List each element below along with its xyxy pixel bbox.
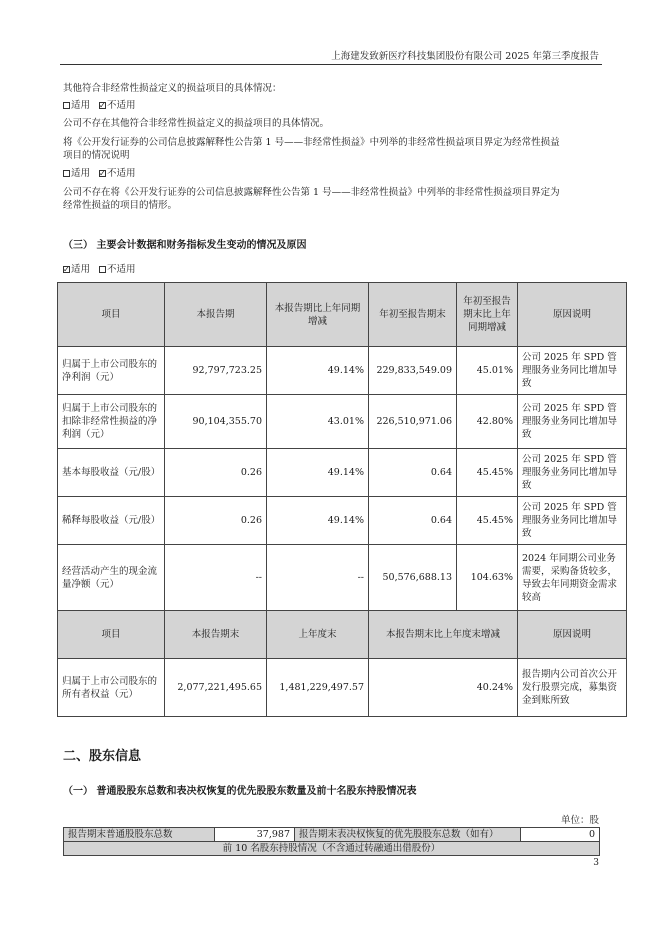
key-financial-changes-table [57,282,627,717]
cell-reason: 公司 2025 年 SPD 管理服务业务同比增加导致 [518,497,627,545]
col-header: 年初至报告期末 [369,283,457,347]
row-item: 稀释每股收益（元/股） [58,497,165,545]
cell-ytd: 50,576,688.13 [369,545,457,611]
cell-ytd-change: 104.63% [457,545,518,611]
col-header: 原因说明 [518,283,627,347]
cell-current-period: 0.26 [165,449,267,497]
cell-reason: 公司 2025 年 SPD 管理服务业务同比增加导致 [518,395,627,449]
cell-reason: 公司 2025 年 SPD 管理服务业务同比增加导致 [518,347,627,395]
col-header: 上年度末 [267,611,369,659]
checkbox-checked-icon [63,266,70,273]
report-header-title: 上海建发致新医疗科技集团股份有限公司 2025 年第三季度报告 [331,51,599,62]
paragraph-no-other-items: 公司不存在其他符合非经常性损益定义的损益项目的具体情况。 [63,118,330,129]
unit-label: 单位：股 [560,815,599,826]
col-header: 项目 [58,611,165,659]
cell-reason: 公司 2025 年 SPD 管理服务业务同比增加导致 [518,449,627,497]
table-header-row [58,283,627,347]
cell-ytd-change: 45.45% [457,497,518,545]
col-header: 本报告期 [165,283,267,347]
section-3-heading: （三） 主要会计数据和财务指标发生变动的情况及原因 [63,240,307,251]
shareholder-summary-table [63,827,600,856]
applicability-choice-3: ✓适用 不适用 [63,263,136,276]
cell-current-period: 90,104,355.70 [165,395,267,449]
applicability-choice-2: 适用 ✓ 不适用 [63,167,136,180]
col-header: 年初至报告期末比上年同期增减 [457,283,518,347]
table-row [58,347,627,395]
paragraph-reclassification-b: 项目的情况说明 [63,150,130,161]
cell-ytd: 229,833,549.09 [369,347,457,395]
cell-change: 40.24% [369,659,518,717]
page-number: 3 [593,858,599,868]
table-subheader-row [58,611,627,659]
checkbox-checked-icon [99,102,106,109]
cell-current-change: 49.14% [267,449,369,497]
cell-ytd-change: 45.45% [457,449,518,497]
checkbox-unchecked-icon [63,102,70,109]
row-item: 经营活动产生的现金流量净额（元） [58,545,165,611]
top10-caption: 前 10 名股东持股情况（不含通过转融通出借股份） [64,842,600,856]
checkbox-unchecked-icon [63,170,70,177]
cell-current-period: -- [165,545,267,611]
table-row [64,842,600,856]
paragraph-no-reclassification-a: 公司不存在将《公开发行证券的公司信息披露解释性公告第 1 号——非经常性损益》中列举的非经常性损益项目界定为 [63,187,560,198]
label-common-shareholders: 报告期末普通股股东总数 [64,828,215,842]
cell-ytd-change: 45.01% [457,347,518,395]
checkbox-checked-icon [99,170,106,177]
cell-ytd: 226,510,971.06 [369,395,457,449]
checkbox-unchecked-icon [99,266,106,273]
cell-ytd-change: 42.80% [457,395,518,449]
col-header: 项目 [58,283,165,347]
table-row [58,497,627,545]
paragraph-other-items: 其他符合非经常性损益定义的损益项目的具体情况： [63,83,282,94]
row-item: 归属于上市公司股东的扣除非经常性损益的净利润（元） [58,395,165,449]
cell-current-change: 43.01% [267,395,369,449]
col-header: 原因说明 [518,611,627,659]
col-header: 本报告期末比上年度末增减 [369,611,518,659]
cell-reason: 报告期内公司首次公开发行股票完成，募集资金到账所致 [518,659,627,717]
row-item: 基本每股收益（元/股） [58,449,165,497]
cell-current-change: 49.14% [267,347,369,395]
paragraph-no-reclassification-b: 经常性损益的项目的情形。 [63,200,178,211]
table-row [58,659,627,717]
table-row [64,828,600,842]
subsection-1-heading: （一） 普通股股东总数和表决权恢复的优先股股东数量及前十名股东持股情况表 [63,786,417,797]
table-row [58,395,627,449]
cell-current-period: 0.26 [165,497,267,545]
paragraph-reclassification-a: 将《公开发行证券的公司信息披露解释性公告第 1 号——非经常性损益》中列举的非经常性损益项目界定为经常性损益 [63,137,560,148]
col-header: 本报告期比上年同期增减 [267,283,369,347]
cell-current-period: 92,797,723.25 [165,347,267,395]
cell-prior-year-end: 1,481,229,497.57 [267,659,369,717]
table-row [58,449,627,497]
header-divider [60,64,602,65]
label-preferred-shareholders: 报告期末表决权恢复的优先股股东总数（如有） [295,828,521,842]
col-header: 本报告期末 [165,611,267,659]
cell-reason: 2024 年同期公司业务需要，采购备货较多，导致去年同期资金需求较高 [518,545,627,611]
row-item: 归属于上市公司股东的净利润（元） [58,347,165,395]
cell-current-change: 49.14% [267,497,369,545]
applicability-choice-1: 适用 ✓ 不适用 [63,99,136,112]
table-row [58,545,627,611]
value-preferred-shareholders: 0 [521,828,600,842]
cell-current-change: -- [267,545,369,611]
cell-ytd: 0.64 [369,449,457,497]
row-item: 归属于上市公司股东的所有者权益（元） [58,659,165,717]
section-two-heading: 二、股东信息 [63,749,142,764]
value-common-shareholders: 37,987 [215,828,295,842]
cell-period-end: 2,077,221,495.65 [165,659,267,717]
cell-ytd: 0.64 [369,497,457,545]
